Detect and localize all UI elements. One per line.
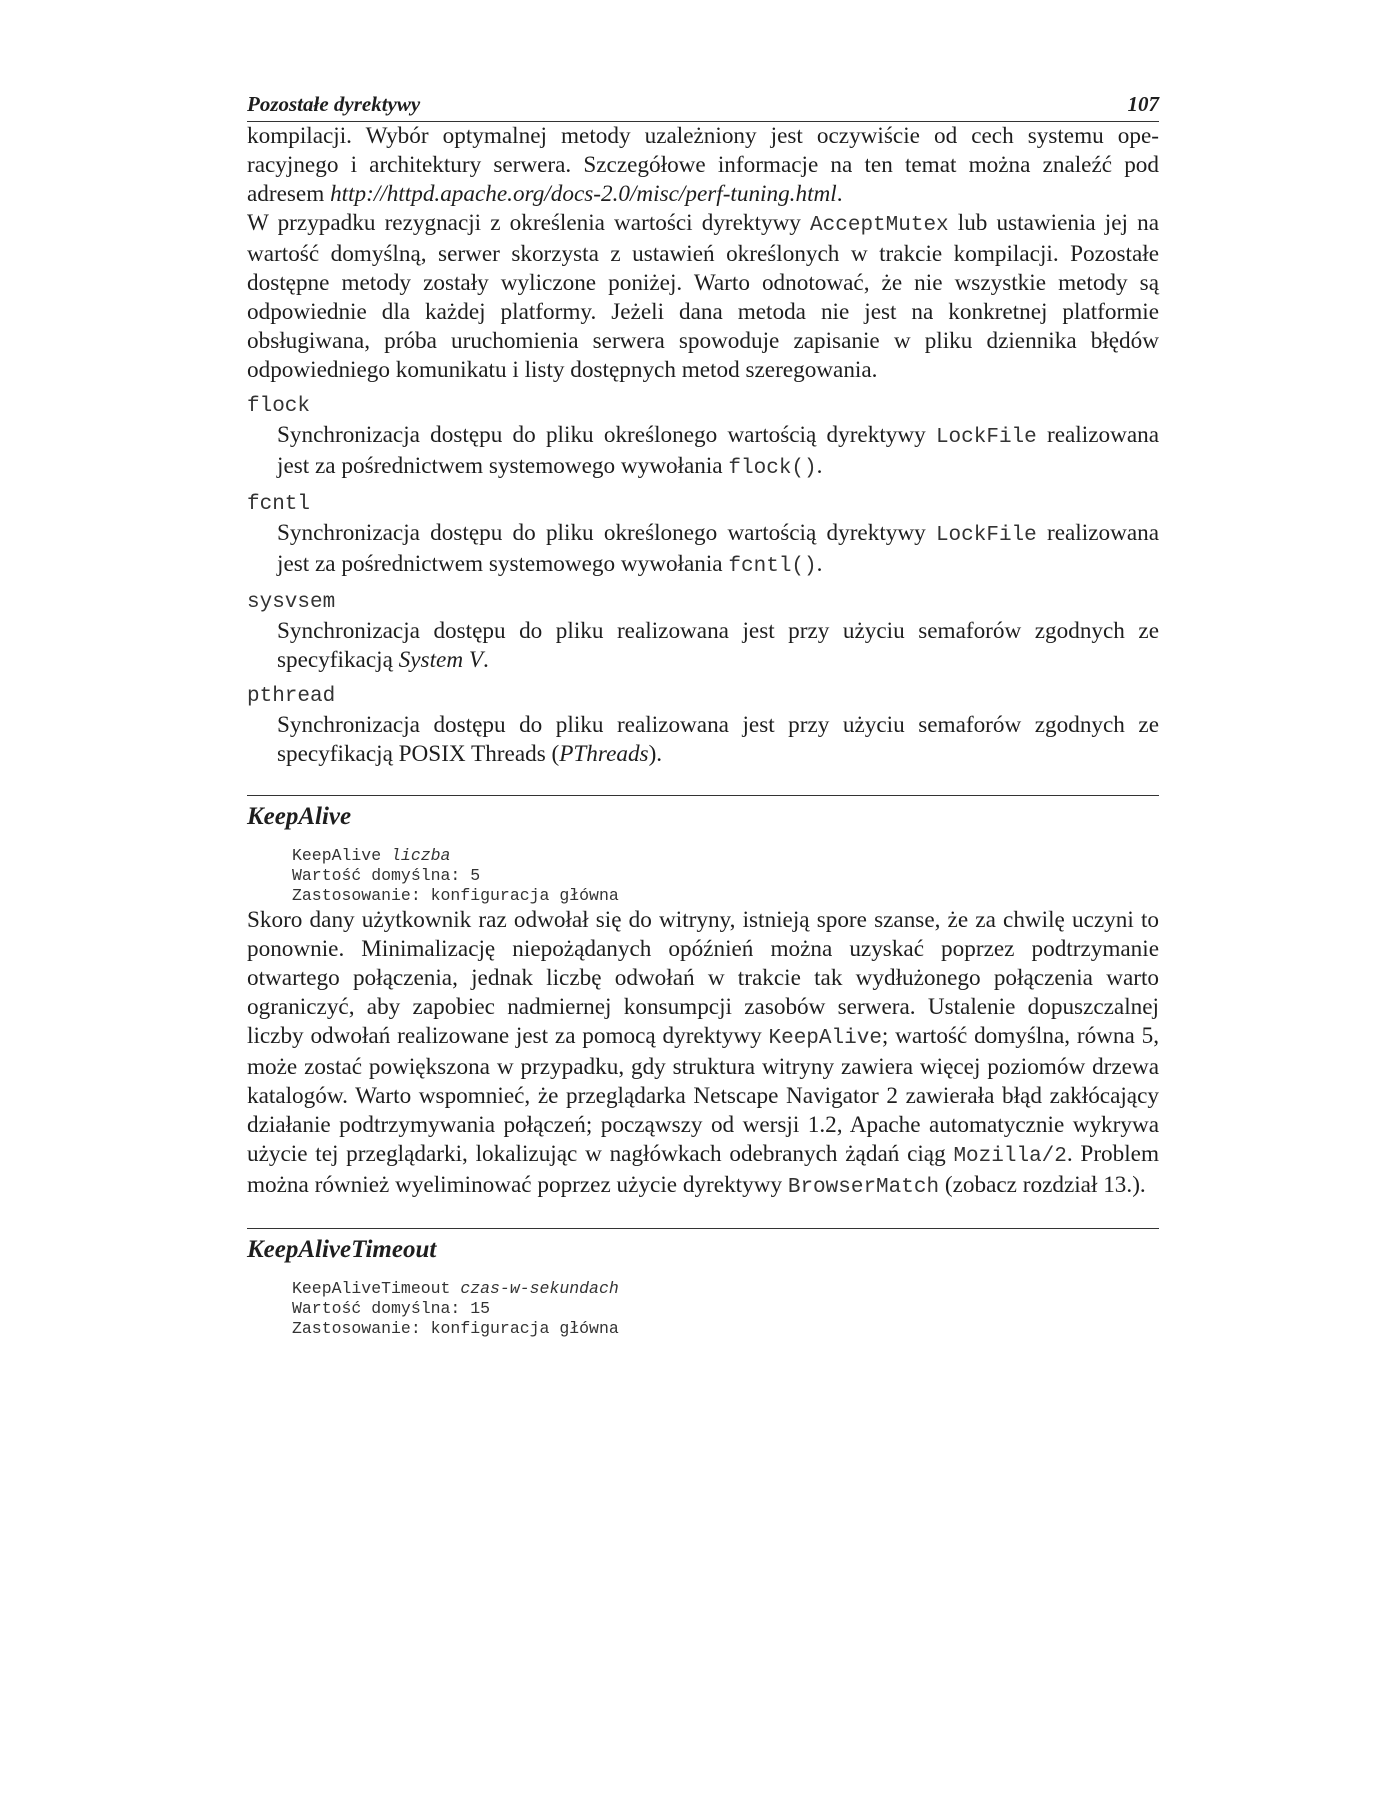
method-term-pthread: pthread	[247, 685, 336, 708]
method-desc-pthread	[277, 711, 1159, 769]
synopsis-keepalive	[292, 846, 1159, 906]
syntax-arg: liczba	[391, 846, 451, 865]
emphasis: System V	[398, 647, 484, 673]
page-number: 107	[1127, 92, 1159, 116]
desc-text: ).	[648, 741, 663, 767]
desc-text: realizowana jest za pośrednictwem systemowego wywołania	[277, 520, 1160, 577]
default-value-line: Wartość domyślna: 5	[292, 866, 481, 885]
desc-text: .	[483, 647, 489, 673]
running-header	[247, 92, 1159, 122]
inline-code: BrowserMatch	[787, 1176, 940, 1199]
paragraph-end: .	[836, 181, 843, 207]
desc-text: .	[816, 453, 823, 479]
desc-text: Synchronizacja dostępu do pliku realizowana jest przy użyciu semaforów zgodnych ze specyfikacją POSIX Threads (	[277, 712, 1159, 767]
method-term-flock: flock	[247, 395, 311, 418]
syntax-name: KeepAliveTimeout	[292, 1279, 461, 1298]
paragraph-text: W przypadku rezygnacji z określenia wartości dyrektywy	[247, 210, 811, 236]
inline-code: KeepAlive	[768, 1027, 882, 1050]
syntax-arg: czas-w-sekundach	[460, 1279, 619, 1298]
chapter-title: Pozostałe dyrektywy	[247, 92, 421, 116]
section-heading-keepalive: KeepAlive	[247, 795, 1159, 832]
inline-code: flock()	[728, 457, 817, 480]
paragraph-text: kompilacji. Wybór optymalnej metody uzależniony jest oczywiście od cech systemu operacyjnego i architektury serwera. Szczegółowe informacje na ten temat można znaleźć pod adresem	[247, 123, 1159, 207]
desc-text: .	[816, 551, 823, 577]
paragraph-text: ; wartość domyślna, równa 5, może zostać powiększona w przypadku, gdy struktura witryny zawiera więcej poziomów drzewa katalogów. Warto wspomnieć, że przeglądarka Netscape Navigator 2 zawierała błąd zakłócający działanie podtrzymywania połączeń; począwszy od wersji 1.2, Apache automatycznie wykrywa użycie tej przeglądarki, lokalizując w nagłówkach odebranych żądań ciąg	[247, 1023, 1159, 1167]
paragraph-text: Skoro dany użytkownik raz odwołał się do witryny, istnieją spore szanse, że za chwilę uczyni to ponownie. Minimalizację niepożądanych opóźnień można uzyskać poprzez podtrzymanie otwartego połączenia, jednak liczbę odwołań w trakcie tak wydłużonego połączenia warto ograniczyć, aby zapobiec nadmiernej konsumpcji zasobów serwera. Ustalenie dopuszczalnej liczby odwołań realizowane jest za pomocą dyrektywy	[247, 907, 1159, 1049]
url-link: http://httpd.apache.org/docs-2.0/misc/perf-tuning.html	[330, 181, 837, 207]
desc-text: Synchronizacja dostępu do pliku określonego wartością dyrektywy	[277, 520, 936, 546]
method-desc-fcntl	[277, 519, 1159, 581]
paragraph-text: lub ustawienia jej na wartość domyślną, serwer skorzysta z ustawień określonych w trakcie kompilacji. Pozostałe dostępne metody zostały wyliczone poniżej. Warto odnotować, że nie wszystkie metody są odpowiednie dla każdej platformy. Jeżeli dana metoda nie jest na konkretnej platformie obsługiwana, próba uruchomienia serwera spowoduje zapisanie w pliku dziennika błędów odpowiedniego komunikatu i listy dostępnych metod szeregowania.	[247, 210, 1159, 383]
method-desc-sysvsem	[277, 617, 1159, 675]
method-term-sysvsem: sysvsem	[247, 591, 336, 614]
synopsis-keepalivetimeout	[292, 1279, 1159, 1339]
desc-text: Synchronizacja dostępu do pliku realizowana jest przy użyciu semaforów zgodnych ze specyfikacją	[277, 618, 1159, 673]
page-content	[247, 92, 1159, 1339]
desc-text: realizowana jest za pośrednictwem systemowego wywołania	[277, 422, 1160, 479]
paragraph-text: (zobacz rozdział 13.).	[939, 1172, 1146, 1198]
inline-code: Mozilla/2	[953, 1145, 1067, 1168]
paragraph-text: . Problem można również wyeliminować poprzez użycie dyrektywy	[247, 1141, 1159, 1198]
inline-code: LockFile	[935, 524, 1037, 547]
method-list	[247, 393, 1159, 769]
default-value-line: Wartość domyślna: 15	[292, 1299, 491, 1318]
desc-text: Synchronizacja dostępu do pliku określonego wartością dyrektywy	[277, 422, 936, 448]
paragraph-compilation	[247, 122, 1159, 209]
section-heading-keepalivetimeout: KeepAliveTimeout	[247, 1228, 1159, 1265]
inline-code: fcntl()	[728, 555, 817, 578]
paragraph-acceptmutex	[247, 209, 1159, 385]
paragraph-keepalive	[247, 906, 1159, 1202]
inline-code: LockFile	[935, 426, 1037, 449]
context-line: Zastosowanie: konfiguracja główna	[292, 886, 619, 905]
inline-code: AcceptMutex	[810, 214, 949, 237]
method-term-fcntl: fcntl	[247, 493, 311, 516]
method-desc-flock	[277, 421, 1159, 483]
syntax-name: KeepAlive	[292, 846, 392, 865]
context-line: Zastosowanie: konfiguracja główna	[292, 1319, 619, 1338]
emphasis: PThreads	[559, 741, 649, 767]
